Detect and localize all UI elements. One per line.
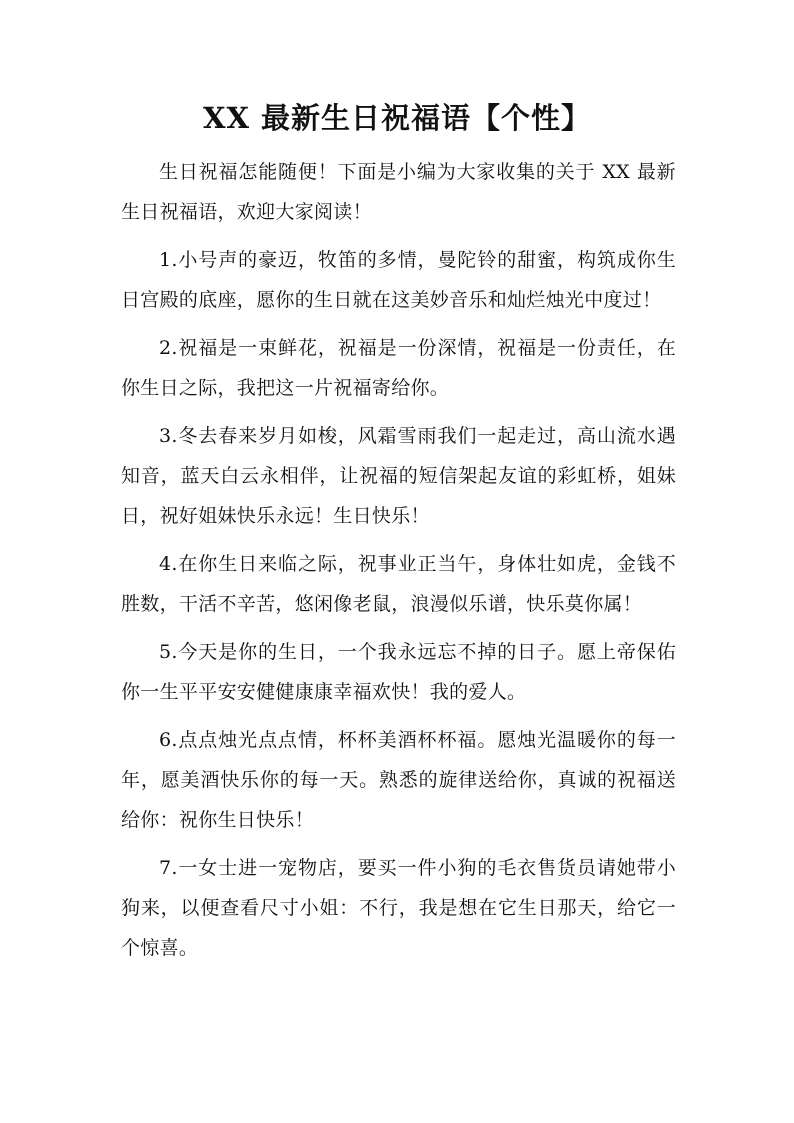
- wish-paragraph-5: 5.今天是你的生日，一个我永远忘不掉的日子。愿上帝保佑你一生平平安安健健康康幸福欢快！我的爱人。: [121, 641, 676, 703]
- wish-paragraph-7: 7.一女士进一宠物店，要买一件小狗的毛衣售货员请她带小狗来，以便查看尺寸小姐：不行，我是想在它生日那天，给它一个惊喜。: [121, 857, 676, 959]
- wish-paragraph-2: 2.祝福是一束鲜花，祝福是一份深情，祝福是一份责任，在你生日之际，我把这一片祝福寄给你。: [121, 337, 676, 399]
- intro-paragraph: 生日祝福怎能随便！下面是小编为大家收集的关于 XX 最新生日祝福语，欢迎大家阅读！: [121, 161, 676, 223]
- document-body: [121, 152, 676, 976]
- wish-paragraph-4: 4.在你生日来临之际，祝事业正当午，身体壮如虎，金钱不胜数，干活不辛苦，悠闲像老鼠，浪漫似乐谱，快乐莫你属！: [121, 553, 676, 615]
- document-title: XX 最新生日祝福语【个性】: [202, 101, 592, 135]
- wish-paragraph-6: 6.点点烛光点点情，杯杯美酒杯杯福。愿烛光温暖你的每一年，愿美酒快乐你的每一天。熟悉的旋律送给你，真诚的祝福送给你：祝你生日快乐！: [121, 729, 676, 831]
- wish-paragraph-3: 3.冬去春来岁月如梭，风霜雪雨我们一起走过，高山流水遇知音，蓝天白云永相伴，让祝福的短信架起友谊的彩虹桥，姐妹日，祝好姐妹快乐永远！生日快乐！: [121, 425, 676, 527]
- wish-paragraph-1: 1.小号声的豪迈，牧笛的多情，曼陀铃的甜蜜，构筑成你生日宫殿的底座，愿你的生日就在这美妙音乐和灿烂烛光中度过！: [121, 249, 676, 311]
